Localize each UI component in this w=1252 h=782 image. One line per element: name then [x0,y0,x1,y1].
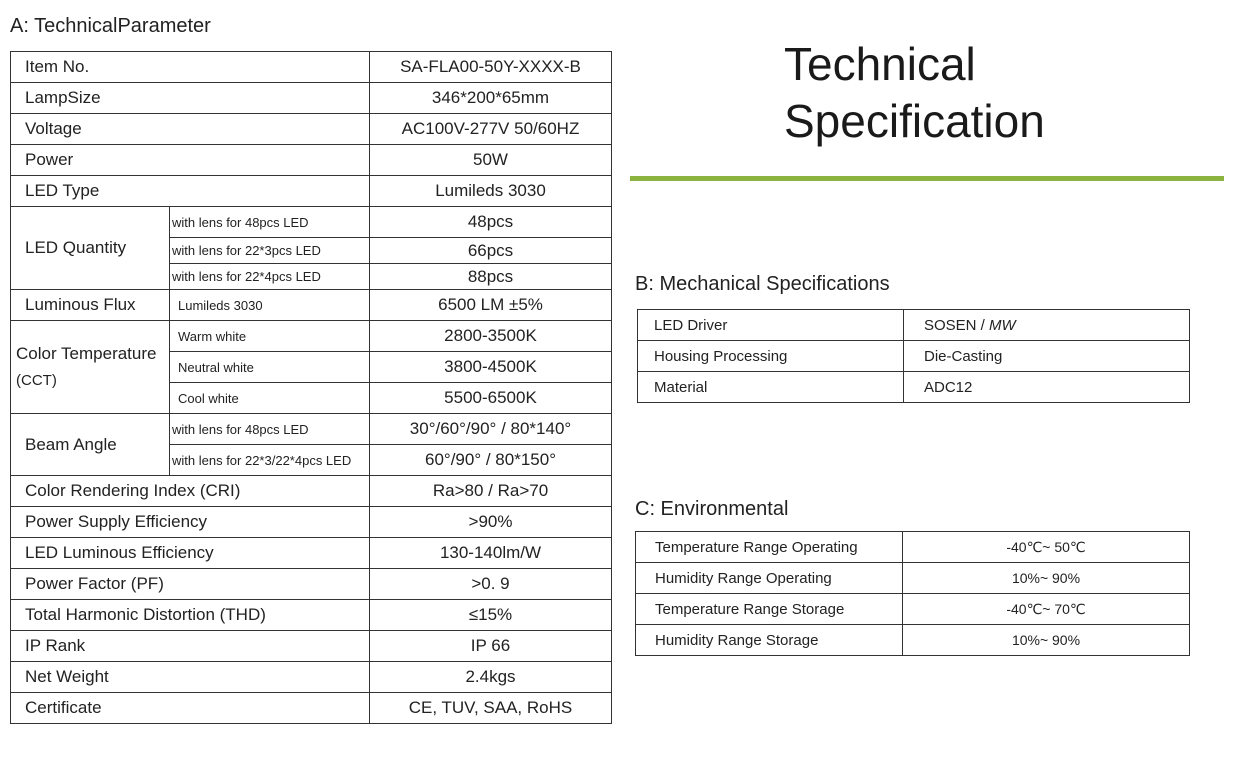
heading-line-1: Technical [784,38,976,90]
luminous-flux-sub-label: Lumileds 3030 [170,290,370,321]
table-row [11,52,612,83]
table-row [11,290,612,321]
table-row [11,321,612,352]
item-no-label: Item No. [11,52,370,83]
table-row [638,310,1190,341]
housing-processing-value: Die-Casting [904,341,1190,372]
power-factor-label: Power Factor (PF) [11,569,370,600]
temp-operating-value: -40℃~ 50℃ [903,532,1190,563]
table-row [11,83,612,114]
luminous-flux-label: Luminous Flux [11,290,170,321]
table-row [11,600,612,631]
led-driver-label: LED Driver [638,310,904,341]
net-weight-label: Net Weight [11,662,370,693]
table-row [636,532,1190,563]
ip-rank-value: IP 66 [370,631,612,662]
certificate-value: CE, TUV, SAA, RoHS [370,693,612,724]
led-driver-value-italic: MW [989,316,1016,334]
led-quantity-value: 88pcs [370,264,612,290]
table-row [11,662,612,693]
table-row [11,538,612,569]
power-supply-efficiency-label: Power Supply Efficiency [11,507,370,538]
table-row [11,414,612,445]
cct-label: (CCT) [16,371,57,389]
power-factor-value: >0. 9 [370,569,612,600]
led-quantity-sub-label: with lens for 48pcs LED [170,207,370,238]
cri-label: Color Rendering Index (CRI) [11,476,370,507]
technical-specification-heading [784,36,1045,150]
cri-value: Ra>80 / Ra>70 [370,476,612,507]
heading-line-2: Specification [784,95,1045,147]
mechanical-specifications-table [637,309,1190,403]
table-row [638,372,1190,403]
table-row [11,631,612,662]
table-row [11,176,612,207]
table-row [11,476,612,507]
beam-angle-value: 30°/60°/90° / 80*140° [370,414,612,445]
color-temperature-value: 5500-6500K [370,383,612,414]
led-efficiency-value: 130-140lm/W [370,538,612,569]
material-value: ADC12 [904,372,1190,403]
led-efficiency-label: LED Luminous Efficiency [11,538,370,569]
section-b-title: B: Mechanical Specifications [635,273,890,295]
color-temperature-sub-label: Neutral white [170,352,370,383]
section-a-title: A: TechnicalParameter [10,15,211,37]
led-quantity-sub-label: with lens for 22*3pcs LED [170,238,370,264]
ip-rank-label: IP Rank [11,631,370,662]
led-type-value: Lumileds 3030 [370,176,612,207]
table-row [11,145,612,176]
led-driver-value-text: SOSEN / [924,316,990,334]
material-label: Material [638,372,904,403]
color-temperature-label-text: Color Temperature [16,343,157,363]
housing-processing-label: Housing Processing [638,341,904,372]
environmental-table [635,531,1190,656]
led-quantity-value: 66pcs [370,238,612,264]
technical-parameter-table [10,51,612,724]
lamp-size-label: LampSize [11,83,370,114]
led-quantity-label: LED Quantity [11,207,170,290]
voltage-value: AC100V-277V 50/60HZ [370,114,612,145]
thd-value: ≤15% [370,600,612,631]
voltage-label: Voltage [11,114,370,145]
table-row [11,693,612,724]
certificate-label: Certificate [11,693,370,724]
humidity-storage-value: 10%~ 90% [903,625,1190,656]
temp-storage-label: Temperature Range Storage [636,594,903,625]
table-row [11,114,612,145]
led-type-label: LED Type [11,176,370,207]
color-temperature-sub-label: Warm white [170,321,370,352]
humidity-operating-label: Humidity Range Operating [636,563,903,594]
temp-operating-label: Temperature Range Operating [636,532,903,563]
beam-angle-sub-label: with lens for 22*3/22*4pcs LED [170,445,370,476]
accent-divider [630,176,1224,181]
temp-storage-value: -40℃~ 70℃ [903,594,1190,625]
table-row [638,341,1190,372]
color-temperature-value: 2800-3500K [370,321,612,352]
table-row [11,207,612,238]
power-supply-efficiency-value: >90% [370,507,612,538]
lamp-size-value: 346*200*65mm [370,83,612,114]
table-row [636,594,1190,625]
humidity-storage-label: Humidity Range Storage [636,625,903,656]
table-row [636,625,1190,656]
net-weight-value: 2.4kgs [370,662,612,693]
table-row [636,563,1190,594]
color-temperature-value: 3800-4500K [370,352,612,383]
humidity-operating-value: 10%~ 90% [903,563,1190,594]
color-temperature-sub-label: Cool white [170,383,370,414]
power-label: Power [11,145,370,176]
led-quantity-value: 48pcs [370,207,612,238]
color-temperature-label [11,321,170,414]
beam-angle-label: Beam Angle [11,414,170,476]
beam-angle-value: 60°/90° / 80*150° [370,445,612,476]
table-row [11,507,612,538]
section-c-title: C: Environmental [635,498,789,520]
power-value: 50W [370,145,612,176]
table-row [11,569,612,600]
beam-angle-sub-label: with lens for 48pcs LED [170,414,370,445]
item-no-value: SA-FLA00-50Y-XXXX-B [370,52,612,83]
thd-label: Total Harmonic Distortion (THD) [11,600,370,631]
led-driver-value [904,310,1190,341]
luminous-flux-value: 6500 LM ±5% [370,290,612,321]
led-quantity-sub-label: with lens for 22*4pcs LED [170,264,370,290]
